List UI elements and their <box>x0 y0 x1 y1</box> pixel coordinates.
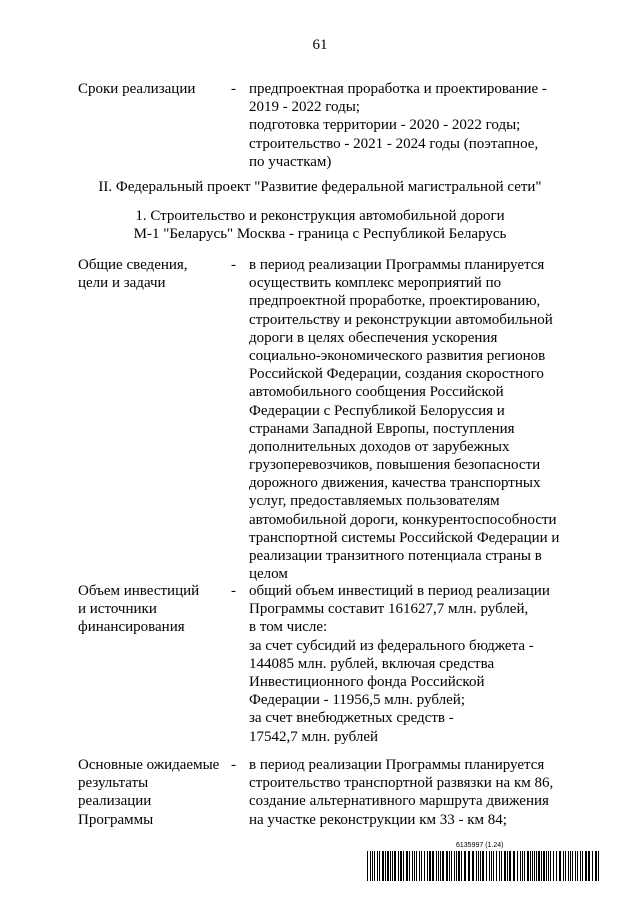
section-heading: II. Федеральный проект "Развитие федеральной магистральной сети" <box>98 179 542 195</box>
barcode-bar <box>527 851 529 881</box>
barcode-bar <box>559 851 561 881</box>
barcode-bar <box>424 851 425 881</box>
label-line: реализации <box>78 793 152 810</box>
barcode-caption: 6135997 (1.24) <box>456 842 504 849</box>
label-line: Объем инвестиций <box>78 583 200 599</box>
barcode-bar <box>486 851 487 881</box>
value-line: Федерации - 11956,5 млн. рублей; <box>249 692 465 709</box>
label-line: Общие сведения, <box>78 257 188 273</box>
dash-separator: - <box>231 257 236 273</box>
barcode-bar <box>522 851 523 881</box>
value-line: строительство транспортной развязки на км 86, <box>249 775 554 792</box>
barcode-bar <box>572 851 573 881</box>
barcode-bar <box>429 851 431 881</box>
barcode-bar <box>480 851 481 881</box>
dash-separator: - <box>231 583 236 599</box>
value-line: реализации транзитного потенциала страны в <box>249 548 542 564</box>
value-line: предпроектной проработке, проектированию, <box>249 293 541 310</box>
barcode-bar <box>580 851 581 881</box>
barcode-bar <box>588 851 590 881</box>
barcode-bar <box>530 851 531 881</box>
barcode-bar <box>451 851 452 881</box>
barcode-bar <box>412 851 413 881</box>
field-label <box>78 256 233 292</box>
barcode-bar <box>461 851 462 881</box>
field-label <box>78 80 233 98</box>
value-line: Федерации с Республикой Белоруссия и <box>249 402 505 419</box>
value-line: дороги в целях обеспечения ускорения <box>249 329 498 346</box>
label-line: результаты <box>78 775 149 792</box>
value-line: 17542,7 млн. рублей <box>249 728 379 745</box>
barcode-bar <box>446 851 448 881</box>
value-line: строительство - 2021 - 2024 годы (поэтапное, <box>249 135 539 152</box>
barcode-bar <box>472 851 474 881</box>
barcode-bar <box>541 851 542 881</box>
label-line: финансирования <box>78 619 185 636</box>
value-line: осуществить комплекс мероприятий по <box>249 275 502 292</box>
value-line: 144085 млн. рублей, включая средства <box>249 655 495 672</box>
barcode-bar <box>374 851 375 881</box>
barcode-bar <box>403 851 404 881</box>
field-value <box>249 582 569 746</box>
barcode-bar <box>419 851 420 881</box>
field-label <box>78 582 233 637</box>
barcode-bar <box>372 851 373 881</box>
barcode-bar <box>577 851 578 881</box>
barcode-bar <box>400 851 402 881</box>
label-line: цели и задачи <box>78 275 166 292</box>
barcode-bar <box>482 851 484 881</box>
barcode-bar <box>438 851 439 881</box>
value-line: транспортной системы Российской Федерации и <box>249 529 560 546</box>
value-line: Инвестиционного фонда Российской <box>249 673 485 690</box>
barcode-bar <box>478 851 479 881</box>
value-line: в период реализации Программы планируется <box>249 257 545 273</box>
value-line: Российской Федерации, создания скоростного <box>249 366 544 383</box>
barcode-bar <box>563 851 564 881</box>
barcode-bar <box>543 851 545 881</box>
barcode-bar <box>592 851 593 881</box>
value-line: Программы составит 161627,7 млн. рублей, <box>249 601 529 618</box>
barcode-bar <box>427 851 428 881</box>
field-value <box>249 80 569 171</box>
barcode-bar <box>517 851 518 881</box>
dash-separator: - <box>231 757 236 773</box>
barcode-bar <box>406 851 408 881</box>
value-line: подготовка территории - 2020 - 2022 годы; <box>249 117 521 134</box>
value-line: создание альтернативного маршрута движения <box>249 793 549 810</box>
barcode-bar <box>464 851 466 881</box>
value-line: автомобильного сообщения Российской <box>249 384 504 401</box>
barcode-bar <box>565 851 566 881</box>
barcode-icon <box>367 851 603 881</box>
barcode-bar <box>489 851 490 881</box>
label-line: Основные ожидаемые <box>78 757 220 773</box>
value-line: общий объем инвестиций в период реализации <box>249 583 550 599</box>
subsection-heading-line-1: 1. Строительство и реконструкция автомобильной дороги <box>135 208 505 224</box>
dash-separator: - <box>231 81 236 97</box>
field-label <box>78 756 233 829</box>
barcode-bar <box>436 851 437 881</box>
barcode-bar <box>432 851 434 881</box>
barcode-bar <box>440 851 441 881</box>
value-line: в том числе: <box>249 619 328 636</box>
barcode-bar <box>458 851 460 881</box>
value-line: автомобильной дороги, конкурентоспособности <box>249 511 557 528</box>
value-line: социально-экономического развития регионов <box>249 347 546 364</box>
barcode-bar <box>449 851 450 881</box>
barcode-bar <box>546 851 547 881</box>
barcode-bar <box>456 851 457 881</box>
barcode-bar <box>520 851 521 881</box>
barcode-bar <box>532 851 533 881</box>
barcode-bar <box>468 851 470 881</box>
barcode-bar <box>524 851 525 881</box>
barcode-bar <box>585 851 587 881</box>
value-line: грузоперевозчиков, повышения безопасности <box>249 457 541 474</box>
barcode-bar <box>548 851 549 881</box>
value-line: услуг, предоставляемых пользователям <box>249 493 500 510</box>
barcode-bar <box>476 851 477 881</box>
value-line: дорожного движения, качества транспортных <box>249 475 541 492</box>
barcode-bar <box>421 851 422 881</box>
barcode-bar <box>409 851 410 881</box>
barcode-bar <box>499 851 500 881</box>
barcode-bar <box>414 851 415 881</box>
value-line: на участке реконструкции км 33 - км 84; <box>249 811 507 828</box>
value-line: странами Западной Европы, поступления <box>249 420 515 437</box>
barcode-bar <box>513 851 515 881</box>
barcode-bar <box>493 851 494 881</box>
barcode-bar <box>504 851 506 881</box>
barcode-bar <box>570 851 571 881</box>
barcode-bar <box>538 851 540 881</box>
barcode-bar <box>568 851 569 881</box>
barcode-bar <box>501 851 502 881</box>
barcode-bar <box>442 851 444 881</box>
value-line: дополнительных доходов от зарубежных <box>249 438 510 455</box>
value-line: предпроектная проработка и проектирование - <box>249 81 547 97</box>
barcode-bar <box>556 851 557 881</box>
barcode-bar <box>392 851 393 881</box>
value-line: за счет субсидий из федерального бюджета - <box>249 637 534 654</box>
barcode-bar <box>509 851 511 881</box>
barcode-bar <box>379 851 380 881</box>
value-line: по участкам) <box>249 153 332 170</box>
value-line: за счет внебюджетных средств - <box>249 710 454 727</box>
page-number: 61 <box>312 37 328 53</box>
barcode-bar <box>575 851 576 881</box>
label-line: Сроки реализации <box>78 81 196 97</box>
barcode-bar <box>595 851 597 881</box>
barcode-bar <box>550 851 551 881</box>
label-line: и источники <box>78 601 157 618</box>
field-value <box>249 756 569 829</box>
barcode-bar <box>387 851 389 881</box>
barcode-bar <box>398 851 399 881</box>
barcode-bar <box>507 851 508 881</box>
barcode-bar <box>491 851 492 881</box>
field-value <box>249 256 569 583</box>
barcode-bar <box>394 851 396 881</box>
barcode-bar <box>496 851 497 881</box>
barcode-bar <box>416 851 417 881</box>
label-line: Программы <box>78 811 154 828</box>
value-line: в период реализации Программы планируется <box>249 757 545 773</box>
barcode-bar <box>370 851 371 881</box>
subsection-heading-line-2: М-1 "Беларусь" Москва - граница с Республикой Беларусь <box>133 226 507 242</box>
barcode-bar <box>553 851 554 881</box>
barcode-bar <box>385 851 386 881</box>
barcode-bar <box>536 851 537 881</box>
barcode-bar <box>534 851 535 881</box>
barcode-bar <box>367 851 368 881</box>
value-line: 2019 - 2022 годы; <box>249 99 360 116</box>
value-line: целом <box>249 566 288 583</box>
barcode-bar <box>454 851 455 881</box>
barcode-bar <box>598 851 599 881</box>
barcode-bar <box>382 851 384 881</box>
barcode-bar <box>582 851 583 881</box>
barcode-bar <box>377 851 378 881</box>
barcode-bar <box>390 851 391 881</box>
value-line: строительству и реконструкции автомобильной <box>249 311 553 328</box>
